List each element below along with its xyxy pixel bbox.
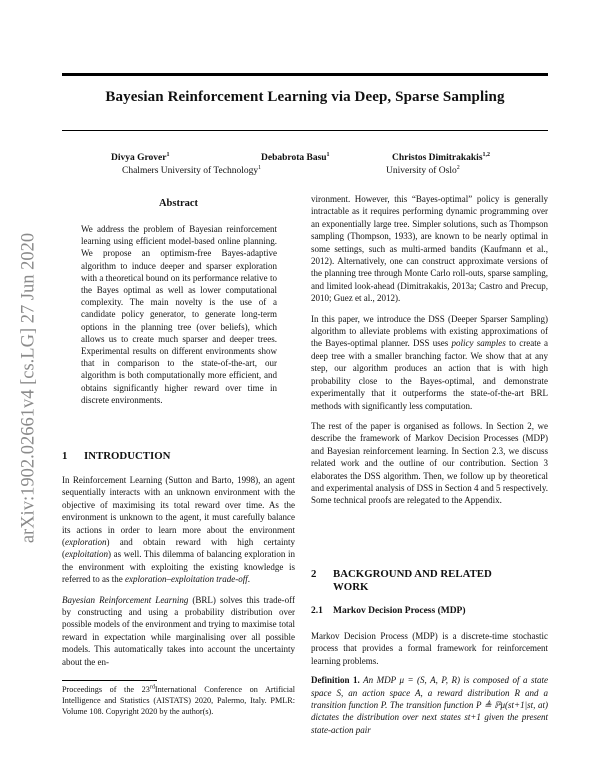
footnote-rule	[62, 680, 157, 681]
section-title: INTRODUCTION	[84, 450, 171, 462]
author-1	[111, 153, 170, 163]
mdp-column	[311, 630, 548, 736]
intro-paragraph-2	[62, 594, 295, 668]
affiliation-name: University of Oslo	[386, 166, 457, 176]
arxiv-identifier-text: arXiv:1902.02661v4 [cs.LG] 27 Jun 2020	[18, 232, 39, 544]
term-brl: Bayesian Reinforcement Learning	[62, 594, 189, 605]
right-column	[311, 193, 548, 507]
text-run: ) and obtain reward with high certainty (	[62, 537, 295, 560]
author-affil-mark: 1	[326, 151, 330, 158]
arxiv-identifier	[16, 208, 42, 568]
subsection-number: 2.1	[311, 606, 323, 616]
abstract-heading: Abstract	[158, 198, 199, 209]
subsection-title: Markov Decision Process (MDP)	[333, 606, 466, 616]
term-exploration: exploration	[65, 537, 107, 548]
right-paragraph-2	[311, 313, 548, 412]
right-paragraph-3: The rest of the paper is organised as follows. In Section 2, we describe the framework of Markov Decision Processes (MDP) and Bayesian reinforcement learning. In Section 2.3, we discuss related work and the outline of our contribution. Section 3 elaborates the DSS algorithm. Then, we follow up by theoretical and experimental analysis of DSS in Section 4 and 5 respectively. Some technical proofs are relegated to the Appendix.	[311, 420, 548, 506]
text-run: ) as well. This dilemma of balancing exploration in the environment with exploiting the existing knowledge is referred to as the	[62, 549, 295, 585]
affiliation-2	[386, 166, 460, 176]
definition-1	[311, 674, 548, 736]
author-name: Debabrota Basu	[261, 153, 327, 163]
right-paragraph-1: vironment. However, this “Bayes-optimal” policy is generally intractable as it requires performing dynamic programming over an exponentially large tree. Simpler solutions, such as Thompson sampling (Thompson, 1933), are known to be nearly optimal in some settings, such as multi-armed bandits (Kaufmann et al., 2012). Alternatively, one can construct approximate versions of the planning tree through Monte Carlo roll-outs, sparse sampling, and limited look-ahead (Dimitrakakis, 2013a; Castro and Precup, 2010; Guez et al., 2012).	[311, 194, 548, 304]
author-3	[392, 153, 490, 163]
term-policy-samples: policy samples	[451, 338, 506, 349]
term-exploitation: exploitation	[65, 549, 108, 560]
section-1-heading	[62, 450, 170, 463]
text-run: to create a deep tree with a smaller branching factor. We show that at any step, our algorithm produces an action that is with high probability close to the Bayes-optimal, and demonstrate experimentally that it outperforms the state-of-the-art BRL methods with significantly less computation.	[311, 338, 548, 411]
text-run: In Reinforcement Learning (Sutton and Barto, 1998), an agent sequentially interacts with an unknown environment with the objective of maximising its total reward over time. As the environment is unknown to the agent, it must carefully balance its actions in order to learn more about the environment (	[62, 475, 295, 548]
section-2-heading	[311, 568, 492, 594]
text-run: Proceedings of the 23	[62, 685, 150, 694]
title-rule-bottom	[62, 130, 548, 131]
abstract-text: We address the problem of Bayesian reinforcement learning using efficient model-based online planning. We propose an optimism-free Bayes-adaptive algorithm to induce deeper and sparser exploration with a theoretical bound on its performance relative to the Bayes optimal as well as lower computational complexity. The main novelty is the use of a candidate policy generator, to generate long-term options in the planning tree (over beliefs), which allows us to create much sparser and deeper trees. Experimental results on different environments show that in comparison to the state-of-the-art, our algorithm is both computationally more efficient, and obtains significantly higher reward over time in discrete environments.	[81, 224, 277, 405]
affiliation-1	[122, 166, 261, 176]
author-name: Christos Dimitrakakis	[392, 153, 483, 163]
definition-label: Definition 1.	[311, 675, 360, 686]
section-title-line-1: BACKGROUND AND RELATED	[333, 568, 492, 580]
footnote	[62, 684, 295, 717]
section-number: 1	[62, 450, 68, 462]
title-rule-top	[62, 73, 548, 76]
author-2	[261, 153, 330, 163]
subsection-2-1-heading	[311, 606, 466, 616]
paper-title: Bayesian Reinforcement Learning via Deep, Sparse Sampling	[105, 89, 505, 105]
affiliation-mark: 1	[258, 164, 262, 171]
text-run: (BRL) solves this trade-off by constructing and using a probability distribution over possible models of the environment and trying to maximise total reward in expectation while marginalising over all possible models. This automatically takes into account the uncertainty about the en-	[62, 594, 295, 667]
affiliation-mark: 2	[456, 164, 460, 171]
intro-paragraph-1	[62, 474, 295, 586]
section-number: 2	[311, 568, 317, 580]
mdp-paragraph: Markov Decision Process (MDP) is a discrete-time stochastic process that provides a formal framework for reinforcement learning problems.	[311, 631, 548, 666]
author-affil-mark: 1,2	[482, 151, 491, 158]
term-tradeoff: exploration–exploitation trade-off	[124, 574, 248, 585]
text-run: International Conference on Artificial Intelligence and Statistics (AISTATS) 2020, Palermo, Italy. PMLR: Volume 108. Copyright 2020 by the author(s).	[62, 685, 295, 716]
author-name: Divya Grover	[111, 153, 167, 163]
text-run: .	[247, 574, 250, 585]
ordinal-suffix: rd	[149, 684, 155, 691]
intro-column	[62, 474, 295, 668]
definition-text: An MDP μ = (S, A, P, R) is composed of a state space S, an action space A, a reward distribution R and a transition function P. The transition function P ≜ ℙμ(st+1|st, at) dictates the distribution over next states st+1 given the present state-action pair	[311, 675, 548, 735]
affiliation-name: Chalmers University of Technology	[122, 166, 259, 176]
section-title-line-2: WORK	[333, 581, 369, 593]
text-run: In this paper, we introduce the DSS (Deeper Sparser Sampling) algorithm to alleviate problems with existing approximations of the Bayes-optimal planner. DSS uses	[311, 313, 548, 349]
author-affil-mark: 1	[166, 151, 170, 158]
